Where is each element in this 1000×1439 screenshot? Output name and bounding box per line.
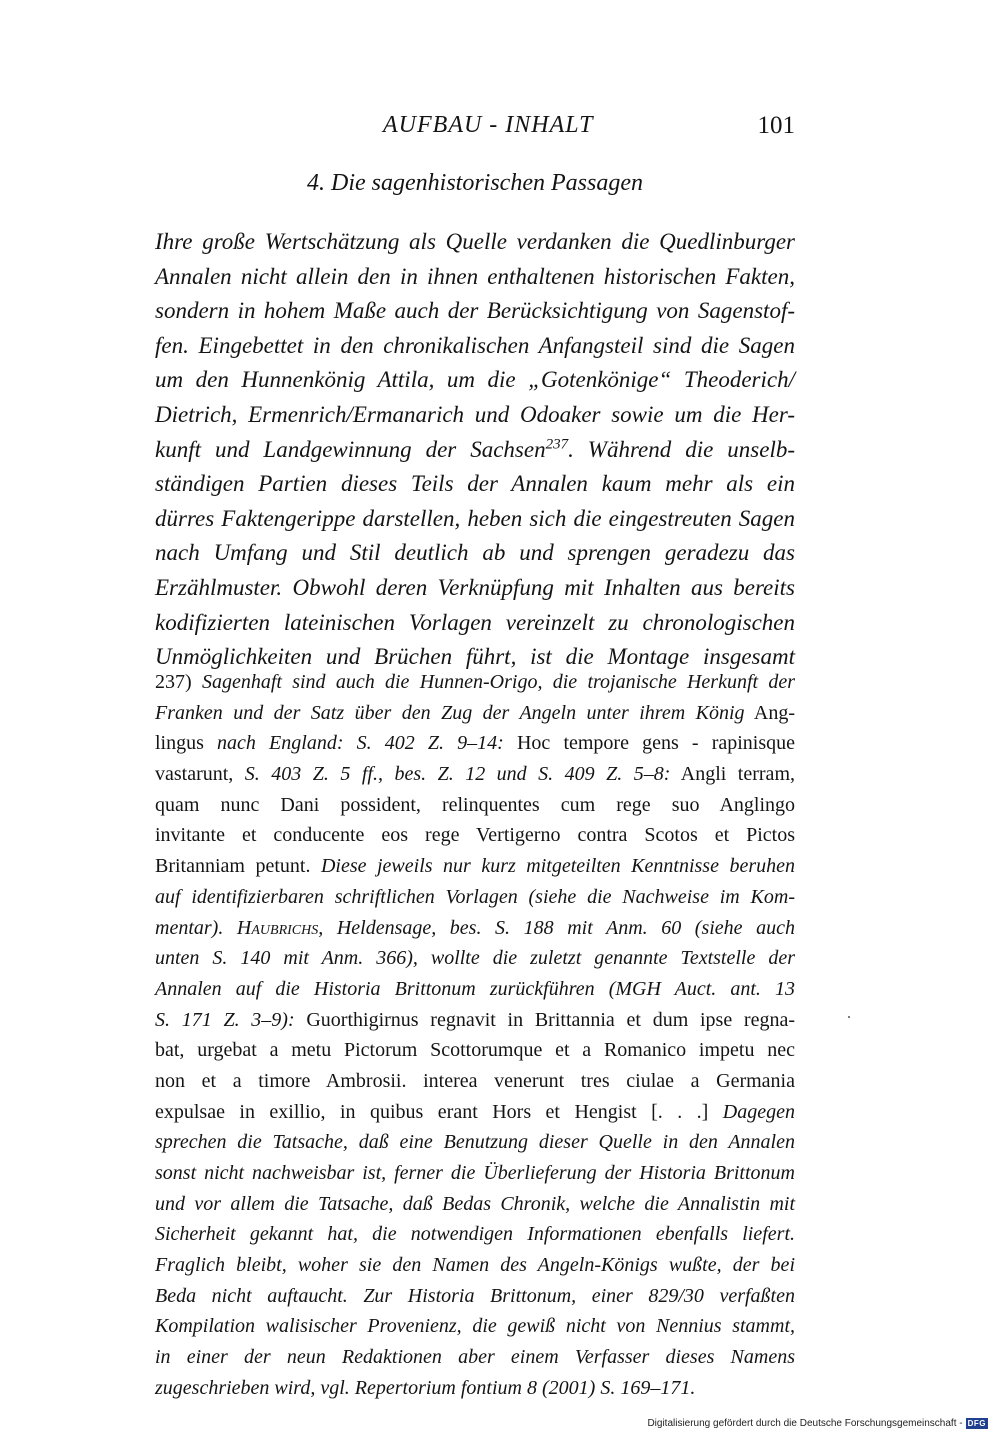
body-line (155, 433, 795, 468)
body-line: dürres Faktengerippe darstellen, heben sich die eingestreuten Sagen (155, 505, 795, 531)
footnote-line: unten S. 140 mit Anm. 366), wollte die zuletzt genannte Textstelle der (155, 947, 795, 970)
footnote-text: S. 403 Z. 5 ff., bes. Z. 12 und S. 409 Z. 5–8: (244, 763, 671, 786)
footnote-line: in einer der neun Redaktionen aber einem Verfasser dieses Namens (155, 1346, 795, 1369)
footnote-text: Dagegen (722, 1100, 795, 1123)
body-line: ständigen Partien dieses Teils der Annalen kaum mehr als ein (155, 471, 795, 497)
footnote-line (155, 759, 795, 790)
running-head (155, 112, 795, 146)
footnote-text: nach England: S. 402 Z. 9–14: (217, 732, 504, 755)
digitization-credit (647, 1418, 988, 1429)
footnote-line: Sicherheit gekannt hat, die notwendigen Informationen ebenfalls liefert. (155, 1223, 795, 1246)
footnote-237 (155, 667, 795, 1404)
body-line: sondern in hohem Maße auch der Berücksichtigung von Sagenstof- (155, 298, 795, 324)
footnote-text: Guorthigirnus regnavit in Brittannia et dum ipse regna- (294, 1008, 795, 1031)
footnote-line (155, 728, 795, 759)
body-line: Unmöglichkeiten und Brüchen führt, ist die Montage insgesamt (155, 644, 795, 670)
footnote-text: Angli terram, (670, 763, 795, 786)
footnote-text: mentar). (155, 916, 237, 939)
footnote-reference: 237 (545, 435, 569, 452)
body-line: um den Hunnenkönig Attila, um die „Gotenkönige“ Theoderich/ (155, 367, 795, 393)
footnote-line: Annalen auf die Historia Brittonum zurückführen (MGH Auct. ant. 13 (155, 977, 795, 1000)
running-title: AUFBAU - INHALT (383, 112, 594, 138)
footnote-line: Fraglich bleibt, woher sie den Namen des Angeln-Königs wußte, der bei (155, 1254, 795, 1277)
footnote-line: zugeschrieben wird, vgl. Repertorium fontium 8 (2001) S. 169–171. (155, 1376, 696, 1399)
footnote-line (155, 667, 795, 698)
footnote-line: sonst nicht nachweisbar ist, ferner die Überlieferung der Historia Brittonum (155, 1162, 795, 1184)
footnote-text: Franken und der Satz über den Zug der Angeln unter ihrem König (155, 701, 745, 724)
section-heading: 4. Die sagenhistorischen Passagen (307, 170, 643, 196)
body-line: Dietrich, Ermenrich/Ermanarich und Odoaker sowie um die Her- (155, 401, 795, 427)
footnote-number: 237) (155, 671, 192, 693)
footnote-line: Beda nicht auftaucht. Zur Historia Brittonum, einer 829/30 verfaßten (155, 1284, 795, 1307)
body-line: fen. Eingebettet in den chronikalischen Anfangsteil sind die Sagen (155, 332, 795, 358)
footnote-text: S. 171 Z. 3–9): (155, 1008, 295, 1031)
body-line-text: . Während die unselb- (568, 436, 795, 462)
body-line-text: kunft und Landgewinnung der Sachsen (155, 436, 546, 462)
body-line: Annalen nicht allein den in ihnen enthaltenen historischen Fakten, (155, 263, 795, 289)
body-paragraph (155, 225, 795, 675)
footnote-text: lingus (155, 732, 218, 755)
footnote-line: quam nunc Dani possident, relinquentes cum rege suo Anglingo (155, 793, 795, 816)
footnote-text: expulsae in exillio, in quibus erant Hors et Hengist [. . .] (155, 1100, 723, 1123)
footnote-line (155, 1005, 795, 1036)
footnote-line: und vor allem die Tatsache, daß Bedas Chronik, welche die Annalistin mit (155, 1192, 795, 1215)
footnote-line (155, 1097, 795, 1128)
footnote-line (155, 913, 795, 944)
footnote-line: auf identifizierbaren schriftlichen Vorlagen (siehe die Nachweise im Kom- (155, 885, 795, 908)
footnote-text: Hoc tempore gens - rapinisque (503, 732, 796, 755)
body-line: nach Umfang und Stil deutlich ab und sprengen geradezu das (155, 540, 795, 566)
footnote-line: non et a timore Ambrosii. interea venerunt tres ciulae a Germania (155, 1069, 795, 1092)
body-line: Erzählmuster. Obwohl deren Verknüpfung mit Inhalten aus bereits (155, 574, 795, 600)
footnote-text: vastarunt, (155, 763, 245, 786)
footnote-line: Kompilation walisischer Provenienz, die gewiß nicht von Nennius stammt, (155, 1315, 795, 1338)
footnote-line: sprechen die Tatsache, daß eine Benutzung dieser Quelle in den Annalen (155, 1131, 795, 1154)
scan-speck (848, 1016, 850, 1018)
footnote-line: bat, urgebat a metu Pictorum Scottorumque et a Romanico impetu nec (155, 1039, 795, 1062)
footnote-text: , Heldensage, bes. S. 188 mit Anm. 60 (siehe auch (318, 916, 795, 939)
footnote-line: invitante et conducente eos rege Vertigerno contra Scotos et Pictos (155, 824, 795, 847)
footnote-text: Britanniam petunt. (155, 855, 321, 878)
footnote-author: Haubrichs (236, 916, 319, 939)
footnote-text: Sagenhaft sind auch die Hunnen-Origo, die trojanische Herkunft der (201, 671, 796, 693)
body-line: kodifizierten lateinischen Vorlagen vereinzelt zu chronologischen (155, 609, 795, 635)
footnote-text: Ang- (744, 701, 795, 724)
credit-text: Digitalisierung gefördert durch die Deutsche Forschungsgemeinschaft - (647, 1418, 963, 1429)
footnote-line (155, 851, 795, 882)
dfg-logo-icon: DFG (967, 1419, 986, 1428)
page-number: 101 (757, 112, 795, 139)
footnote-line (155, 698, 795, 729)
footnote-text: Diese jeweils nur kurz mitgeteilten Kenntnisse beruhen (320, 855, 795, 878)
body-line: Ihre große Wertschätzung als Quelle verdanken die Quedlinburger (155, 229, 795, 254)
